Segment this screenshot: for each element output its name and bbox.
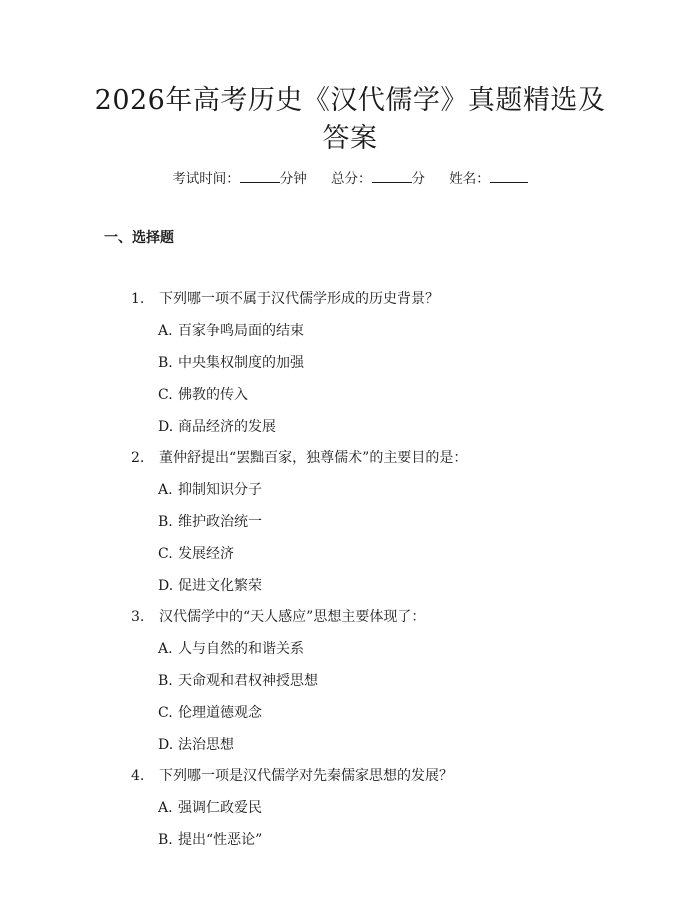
- total-score: [331, 168, 425, 189]
- q3-option-b: [158, 671, 318, 691]
- total-score-blank: [372, 168, 412, 183]
- option-label: D.: [158, 737, 174, 753]
- exam-info: [0, 168, 700, 189]
- q1-option-a: [158, 321, 304, 341]
- exam-time-label: 考试时间：: [172, 171, 240, 187]
- student-name: [449, 168, 528, 189]
- option-label: A.: [158, 800, 173, 816]
- option-label: A.: [158, 641, 173, 657]
- option-text: 抑制知识分子: [178, 482, 262, 498]
- option-text: 中央集权制度的加强: [178, 355, 304, 371]
- q2-option-d: [158, 576, 262, 596]
- q2-option-c: [158, 544, 234, 564]
- option-text: 人与自然的和谐关系: [178, 641, 304, 657]
- q2-option-a: [158, 480, 262, 500]
- option-text: 法治思想: [178, 737, 234, 753]
- question-3: [131, 607, 425, 627]
- option-text: 促进文化繁荣: [178, 578, 262, 594]
- page-title: 2026年高考历史《汉代儒学》真题精选及答案: [94, 85, 606, 154]
- option-text: 发展经济: [178, 546, 234, 562]
- exam-time-unit: 分钟: [279, 171, 307, 187]
- question-number: 1.: [131, 291, 145, 307]
- question-2: [131, 448, 467, 468]
- q4-option-a: [158, 798, 262, 818]
- q3-option-a: [158, 639, 304, 659]
- total-score-label: 总分：: [331, 171, 372, 187]
- total-score-unit: 分: [411, 171, 425, 187]
- option-text: 百家争鸣局面的结束: [178, 323, 304, 339]
- option-label: D.: [158, 578, 174, 594]
- q4-option-b: [158, 830, 262, 850]
- option-label: B.: [158, 832, 173, 848]
- option-text: 商品经济的发展: [178, 419, 276, 435]
- q3-option-c: [158, 703, 262, 723]
- option-label: B.: [158, 514, 173, 530]
- student-name-label: 姓名：: [449, 171, 490, 187]
- q1-option-c: [158, 385, 248, 405]
- exam-time-blank: [240, 168, 280, 183]
- question-number: 4.: [131, 768, 145, 784]
- question-text: 下列哪一项不属于汉代儒学形成的历史背景？: [159, 291, 439, 307]
- option-label: C.: [158, 387, 173, 403]
- option-text: 伦理道德观念: [178, 705, 262, 721]
- option-text: 佛教的传入: [178, 387, 248, 403]
- q2-option-b: [158, 512, 262, 532]
- option-text: 强调仁政爱民: [178, 800, 262, 816]
- q1-option-b: [158, 353, 304, 373]
- question-text: 下列哪一项是汉代儒学对先秦儒家思想的发展？: [159, 768, 453, 784]
- option-label: B.: [158, 355, 173, 371]
- option-text: 维护政治统一: [178, 514, 262, 530]
- q1-option-d: [158, 417, 276, 437]
- question-1: [131, 289, 439, 309]
- q3-option-d: [158, 735, 234, 755]
- section-title: 一、选择题: [104, 230, 174, 246]
- option-label: B.: [158, 673, 173, 689]
- question-number: 3.: [131, 609, 145, 625]
- question-number: 2.: [131, 450, 145, 466]
- question-text: 董仲舒提出“罢黜百家，独尊儒术”的主要目的是：: [159, 450, 468, 466]
- option-label: A.: [158, 323, 173, 339]
- option-text: 提出“性恶论”: [178, 832, 263, 848]
- question-4: [131, 766, 453, 786]
- student-name-blank: [490, 168, 528, 183]
- option-text: 天命观和君权神授思想: [178, 673, 318, 689]
- question-text: 汉代儒学中的“天人感应”思想主要体现了：: [159, 609, 426, 625]
- option-label: D.: [158, 419, 174, 435]
- option-label: A.: [158, 482, 173, 498]
- option-label: C.: [158, 705, 173, 721]
- exam-time: [172, 168, 307, 189]
- option-label: C.: [158, 546, 173, 562]
